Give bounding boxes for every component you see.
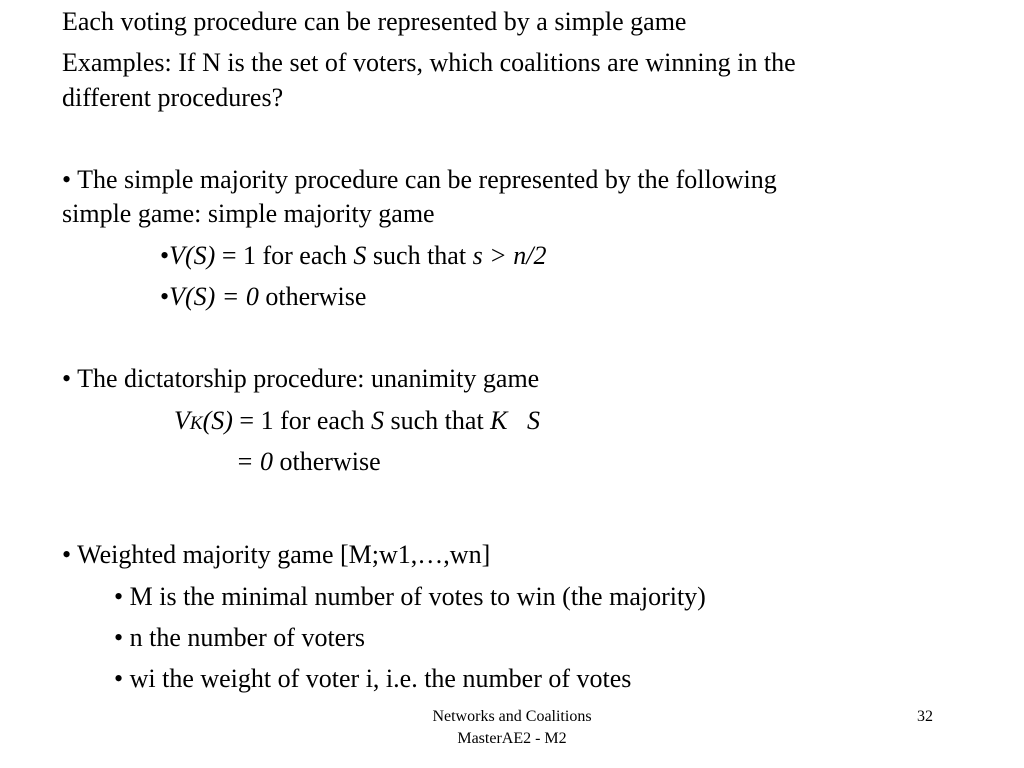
rule-s: S xyxy=(353,241,367,270)
rule-condition: s > n/2 xyxy=(472,241,547,270)
intro-text: Each voting procedure can be represented by a simple game xyxy=(62,7,687,36)
footer-course-title: Networks and Coalitions xyxy=(432,708,592,725)
rule-s-paren: (S) xyxy=(202,406,233,435)
rule-eq-zero: = 0 xyxy=(236,447,274,476)
rule-s2: S xyxy=(527,406,541,435)
rule-k: K xyxy=(490,406,508,435)
weighted-bullet: • Weighted majority game [M;w1,…,wn] xyxy=(62,540,491,569)
rule-subscript-k: K xyxy=(189,413,203,434)
rule-mid: = 1 for each xyxy=(215,241,354,270)
rule-mid: = 1 for each xyxy=(232,406,372,435)
majority-bullet-line-1: • The simple majority procedure can be represented by the following xyxy=(62,165,777,194)
weighted-item-1: • M is the minimal number of votes to win (the majority) xyxy=(114,582,706,611)
examples-line-2: different procedures? xyxy=(62,83,284,112)
rule-otherwise: otherwise xyxy=(273,447,381,476)
rule-gap xyxy=(508,406,528,435)
majority-rule-1 xyxy=(160,239,546,273)
weighted-item-3: • wi the weight of voter i, i.e. the number of votes xyxy=(114,664,632,693)
page-number: 32 xyxy=(917,708,933,725)
footer-course-code: MasterAE2 - M2 xyxy=(457,730,567,747)
dictatorship-rule-1 xyxy=(174,404,540,441)
rule-otherwise: otherwise xyxy=(258,282,367,311)
majority-rule-2 xyxy=(160,280,366,314)
dictatorship-rule-2 xyxy=(236,445,381,479)
rule-bullet: • xyxy=(160,241,170,270)
majority-bullet-line-2: simple game: simple majority game xyxy=(62,199,435,228)
rule-v: V xyxy=(174,406,190,435)
rule-s: S xyxy=(371,406,385,435)
dictatorship-bullet: • The dictatorship procedure: unanimity game xyxy=(62,364,540,393)
rule-vs-zero: V(S) = 0 xyxy=(169,282,259,311)
rule-vs: V(S) xyxy=(169,241,216,270)
rule-such: such that xyxy=(366,241,473,270)
rule-such: such that xyxy=(384,406,491,435)
rule-bullet: • xyxy=(160,282,170,311)
footer xyxy=(412,706,612,750)
examples-line-1: Examples: If N is the set of voters, which coalitions are winning in the xyxy=(62,48,796,77)
weighted-item-2: • n the number of voters xyxy=(114,623,365,652)
